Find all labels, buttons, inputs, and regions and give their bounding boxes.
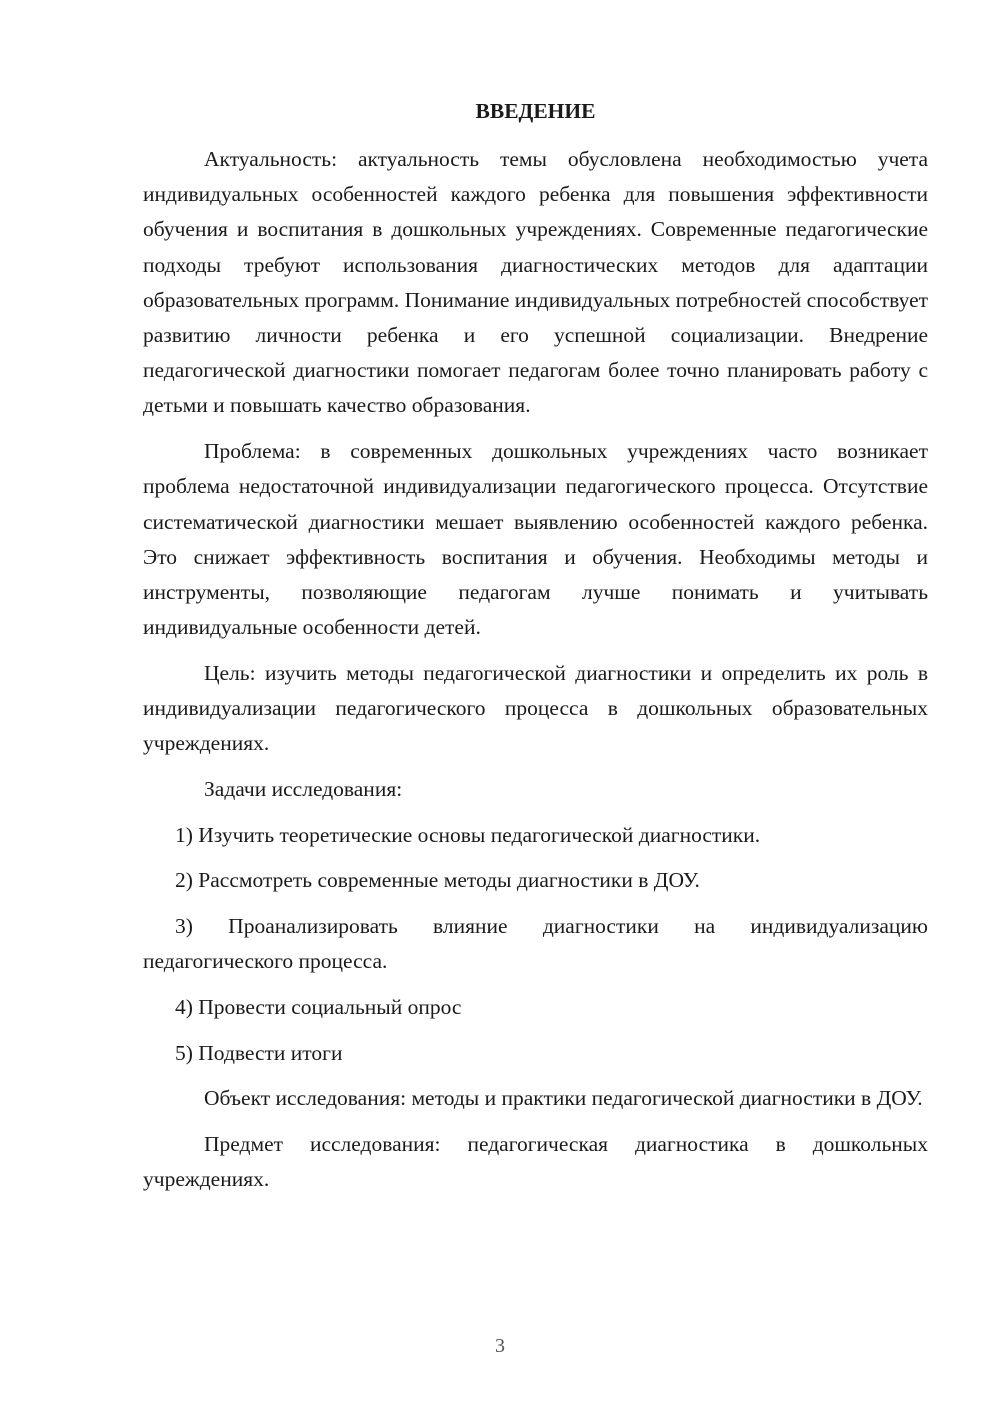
task-item-1: 1) Изучить теоретические основы педагогической диагностики. [175,822,761,847]
document-body [143,142,928,1208]
object-paragraph: Объект исследования: методы и практики педагогической диагностики в ДОУ. [204,1086,923,1111]
page-number: 3 [495,1335,505,1357]
goal-paragraph: Цель: изучить методы педагогической диагностики и определить их роль в индивидуализации педагогического процесса в дошкольных образовательных учреждениях. [143,660,928,756]
relevance-paragraph: Актуальность: актуальность темы обусловлена необходимостью учета индивидуальных особенностей каждого ребенка для повышения эффективности обучения и воспитания в дошкольных учреждениях. Современные педагогические подходы требуют использования диагностических методов для адаптации образовательных программ. Понимание индивидуальных потребностей способствует развитию личности ребенка и его успешной социализации. Внедрение педагогической диагностики помогает педагогам более точно планировать работу с детьми и повышать качество образования. [143,147,929,418]
task-item-5: 5) Подвести итоги [175,1040,343,1065]
tasks-heading: Задачи исследования: [204,776,403,801]
subject-paragraph: Предмет исследования: педагогическая диагностика в дошкольных учреждениях. [143,1132,928,1192]
task-item-3: 3) Проанализировать влияние диагностики на индивидуализацию педагогического процесса. [143,914,928,974]
task-item-2: 2) Рассмотреть современные методы диагностики в ДОУ. [175,868,700,893]
section-title: ВВЕДЕНИЕ [475,99,596,123]
task-item-4: 4) Провести социальный опрос [175,994,462,1019]
problem-paragraph: Проблема: в современных дошкольных учреждениях часто возникает проблема недостаточной индивидуализации педагогического процесса. Отсутствие систематической диагностики мешает выявлению особенностей каждого ребенка. Это снижает эффективность воспитания и обучения. Необходимы методы и инструменты, позволяющие педагогам лучше понимать и учитывать индивидуальные особенности детей. [143,439,928,640]
